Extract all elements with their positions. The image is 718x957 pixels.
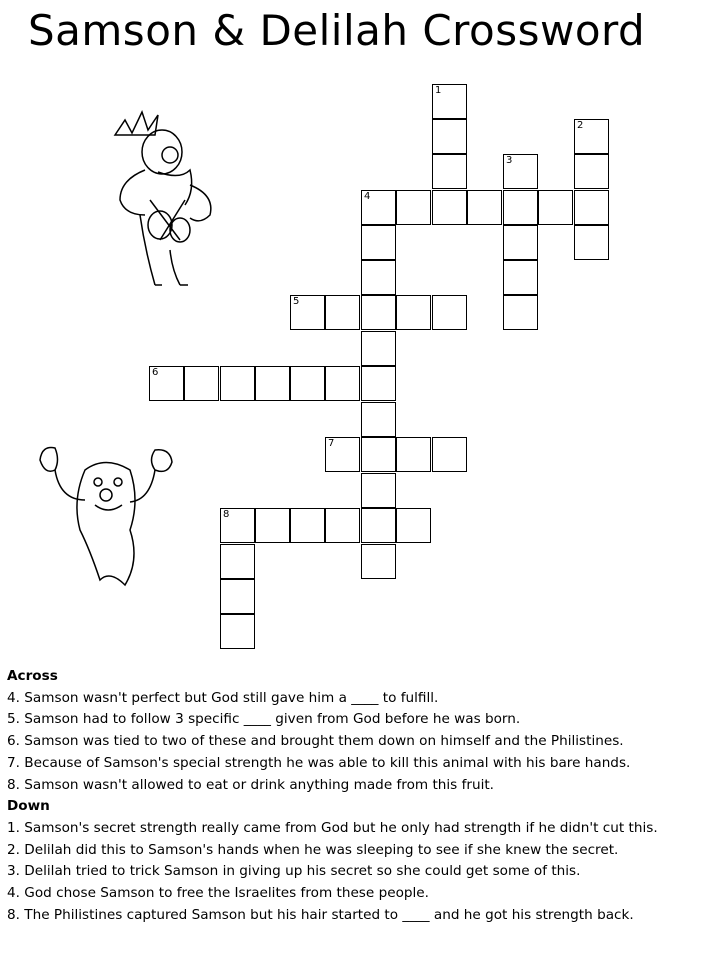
grid-cell[interactable] <box>361 225 396 260</box>
grid-cell[interactable] <box>503 260 538 295</box>
grid-cell[interactable] <box>574 119 609 154</box>
grid-cell[interactable] <box>538 190 573 225</box>
grid-cell[interactable] <box>361 260 396 295</box>
clue-across-5: 5. Samson had to follow 3 specific ____ given from God before he was born. <box>7 711 521 728</box>
grid-cell[interactable] <box>361 295 396 330</box>
clue-number-8: 8 <box>223 509 230 520</box>
grid-cell[interactable] <box>255 508 290 543</box>
grid-cell[interactable] <box>361 544 396 579</box>
grid-cell[interactable] <box>220 508 255 543</box>
grid-cell[interactable] <box>290 366 325 401</box>
grid-cell[interactable] <box>220 614 255 649</box>
grid-cell[interactable] <box>325 295 360 330</box>
down-heading: Down <box>7 798 50 815</box>
grid-cell[interactable] <box>290 295 325 330</box>
clue-number-4: 4 <box>364 191 371 202</box>
clue-number-1: 1 <box>435 85 442 96</box>
grid-cell[interactable] <box>503 190 538 225</box>
grid-cell[interactable] <box>396 508 431 543</box>
grid-cell[interactable] <box>503 154 538 189</box>
clue-number-3: 3 <box>506 155 513 166</box>
grid-cell[interactable] <box>574 225 609 260</box>
grid-cell[interactable] <box>432 119 467 154</box>
clue-number-2: 2 <box>577 120 584 131</box>
clue-number-6: 6 <box>152 367 159 378</box>
clue-across-4: 4. Samson wasn't perfect but God still gave him a ____ to fulfill. <box>7 689 439 706</box>
grid-cell[interactable] <box>325 366 360 401</box>
clue-across-7: 7. Because of Samson's special strength he was able to kill this animal with his bare hands. <box>7 754 631 771</box>
grid-cell[interactable] <box>220 544 255 579</box>
grid-cell[interactable] <box>220 366 255 401</box>
grid-cell[interactable] <box>503 295 538 330</box>
grid-cell[interactable] <box>361 331 396 366</box>
grid-cell[interactable] <box>255 366 290 401</box>
grid-cell[interactable] <box>290 508 325 543</box>
grid-cell[interactable] <box>361 473 396 508</box>
clue-down-3: 3. Delilah tried to trick Samson in giving up his secret so she could get some of this. <box>7 863 581 880</box>
grid-cell[interactable] <box>361 437 396 472</box>
page-title: Samson & Delilah Crossword <box>28 6 646 55</box>
grid-cell[interactable] <box>574 190 609 225</box>
grid-cell[interactable] <box>184 366 219 401</box>
grid-cell[interactable] <box>432 84 467 119</box>
across-heading: Across <box>7 668 58 684</box>
grid-cell[interactable] <box>149 366 184 401</box>
grid-cell[interactable] <box>361 508 396 543</box>
clue-number-7: 7 <box>328 438 335 449</box>
clue-across-6: 6. Samson was tied to two of these and brought them down on himself and the Philistines. <box>7 733 624 750</box>
clues-section <box>7 666 712 926</box>
grid-cell[interactable] <box>220 579 255 614</box>
clue-number-5: 5 <box>293 296 300 307</box>
grid-cell[interactable] <box>432 295 467 330</box>
grid-cell[interactable] <box>467 190 502 225</box>
grid-cell[interactable] <box>325 437 360 472</box>
grid-cell[interactable] <box>325 508 360 543</box>
grid-cell[interactable] <box>361 402 396 437</box>
clue-down-4: 4. God chose Samson to free the Israelites from these people. <box>7 885 429 902</box>
grid-cell[interactable] <box>432 437 467 472</box>
grid-cell[interactable] <box>503 225 538 260</box>
grid-cell[interactable] <box>396 437 431 472</box>
clue-down-2: 2. Delilah did this to Samson's hands when he was sleeping to see if she knew the secret. <box>7 841 619 858</box>
grid-cell[interactable] <box>361 366 396 401</box>
grid-cell[interactable] <box>432 190 467 225</box>
clue-down-8: 8. The Philistines captured Samson but his hair started to ____ and he got his strength back. <box>7 906 634 923</box>
grid-cell[interactable] <box>396 190 431 225</box>
clue-down-1: 1. Samson's secret strength really came from God but he only had strength if he didn't cut this. <box>7 819 658 836</box>
grid-cell[interactable] <box>574 154 609 189</box>
grid-cell[interactable] <box>432 154 467 189</box>
grid-cell[interactable] <box>396 295 431 330</box>
grid-cell[interactable] <box>361 190 396 225</box>
clue-across-8: 8. Samson wasn't allowed to eat or drink anything made from this fruit. <box>7 776 494 793</box>
